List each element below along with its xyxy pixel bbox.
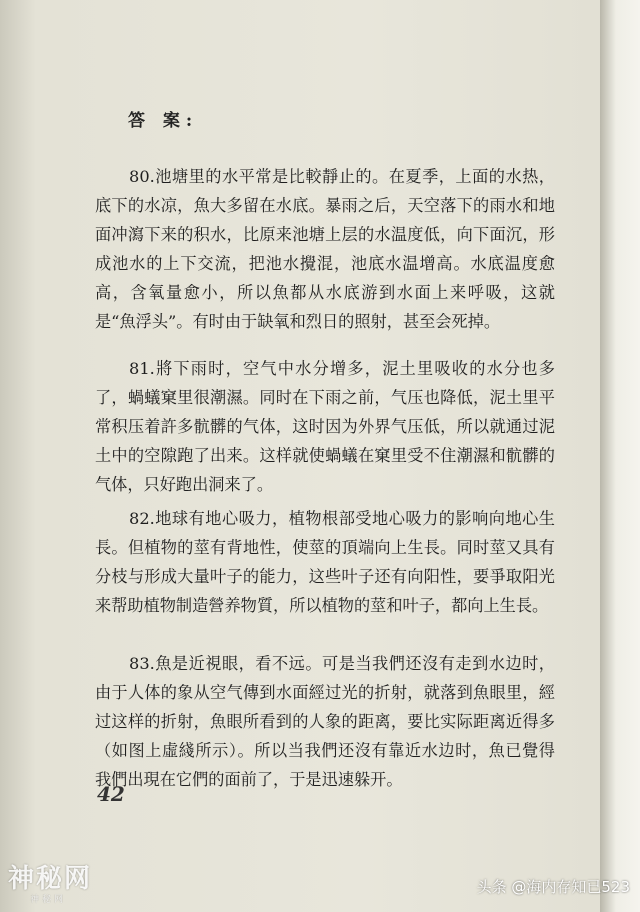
answer-80: 80.池塘里的水平常是比較靜止的。在夏季，上面的水热，底下的水凉，魚大多留在水底。暴雨之后，天空落下的雨水和地面冲瀉下来的积水，比原来池塘上层的水温度低，向下面沉，形成池水的上下交流，把池水攪混，池底水温增高。水底温度愈高，含氧量愈小，所以魚都从水底游到水面上来呼吸，这就是“魚浮头”。有时由于缺氧和烈日的照射，甚至会死掉。 <box>95 167 555 332</box>
watermark-logo: 神秘网 <box>8 864 93 894</box>
page-number: 42 <box>97 782 125 806</box>
answer-82: 82.地球有地心吸力，植物根部受地心吸力的影响向地心生長。但植物的莖有背地性，使莖的頂端向上生長。同时莖又具有分枝与形成大量叶子的能力，这些叶子还有向阳性，要爭取阳光来帮助植物制造營养物質，所以植物的莖和叶子，都向上生長。 <box>95 509 555 616</box>
answers-heading: 答 案: <box>128 111 199 131</box>
watermark-logo-sub: 神秘网 <box>30 895 67 905</box>
answer-81: 81.將下雨时，空气中水分增多，泥土里吸收的水分也多了，蝸蟻窠里很潮濕。同时在下雨之前，气压也降低，泥土里平常积压着許多骯髒的气体，这时因为外界气压低，所以就通过泥土中的空隙跑了出来。这样就使蝸蟻在窠里受不住潮濕和骯髒的气体，只好跑出洞来了。 <box>95 359 555 495</box>
next-page-edge <box>600 0 640 912</box>
answer-83: 83.魚是近視眼，看不远。可是当我們还沒有走到水边时，由于人体的象从空气傳到水面經过光的折射，就落到魚眼里，經过这样的折射，魚眼所看到的人象的距离，要比实际距离近得多（如图上虛綫所示）。所以当我們还沒有靠近水边时，魚已覺得我們出現在它們的面前了，于是迅速躲开。 <box>95 654 555 790</box>
watermark-credit: 头条 @海内存知已523 <box>476 878 630 896</box>
